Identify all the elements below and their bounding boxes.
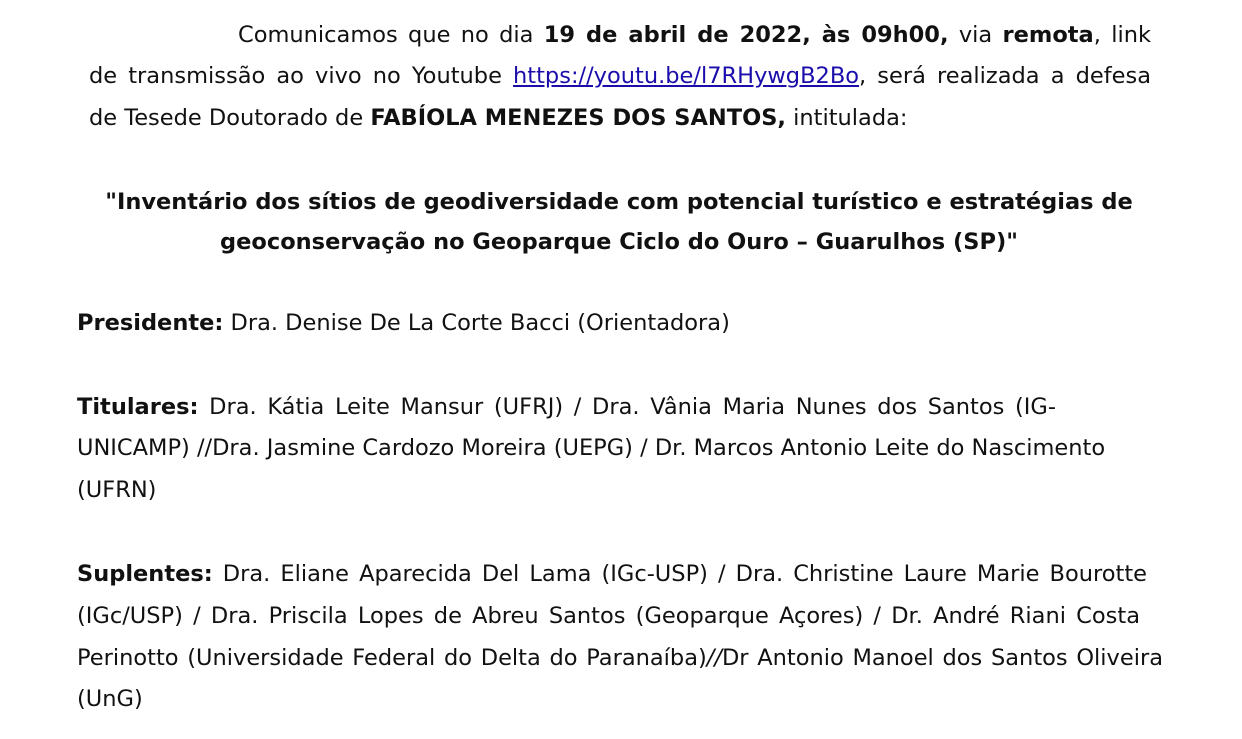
- presidente-label: Presidente:: [77, 310, 224, 336]
- suplentes-text: Dr Antonio Manoel dos Santos Oliveira: [721, 645, 1163, 671]
- suplentes-text: Perinotto (Universidade Federal do Delta do Paranaíba): [77, 645, 707, 671]
- titulares-label: Titulares:: [77, 394, 199, 420]
- titulares-line-3: [77, 475, 156, 505]
- intro-text: de transmissão ao vivo no Youtube: [89, 63, 514, 89]
- titulares-text: (UFRN): [77, 477, 157, 503]
- intro-text: via: [948, 22, 1003, 48]
- defense-mode: remota: [1002, 22, 1094, 48]
- suplentes-line-1: [77, 559, 1147, 589]
- thesis-title-line-2: [60, 227, 1178, 257]
- presidente-line: [77, 308, 730, 338]
- separator: //: [706, 645, 722, 671]
- intro-text: intitulada:: [785, 105, 908, 131]
- intro-text: de Tesede Doutorado de: [89, 105, 371, 131]
- titulares-text: UNICAMP) //Dra. Jasmine Cardozo Moreira (UEPG) / Dr. Marcos Antonio Leite do Nascimento: [77, 435, 1106, 461]
- suplentes-label: Suplentes:: [77, 561, 213, 587]
- thesis-title: geoconservação no Geoparque Ciclo do Ouro – Guarulhos (SP)": [220, 229, 1018, 255]
- titulares-line-2: [77, 433, 1105, 463]
- thesis-title-line-1: [60, 187, 1178, 217]
- thesis-title: "Inventário dos sítios de geodiversidade com potencial turístico e estratégias de: [105, 189, 1133, 215]
- youtube-link[interactable]: https://youtu.be/l7RHywgB2Bo: [513, 63, 860, 89]
- intro-line-1: [238, 20, 1151, 50]
- suplentes-text: (IGc/USP) / Dra. Priscila Lopes de Abreu Santos (Geoparque Açores) / Dr. André Riani Costa: [77, 603, 1140, 629]
- titulares-text: Dra. Kátia Leite Mansur (UFRJ) / Dra. Vânia Maria Nunes dos Santos (IG-: [198, 394, 1056, 420]
- suplentes-line-2: [77, 601, 1140, 631]
- suplentes-text: Dra. Eliane Aparecida Del Lama (IGc-USP) / Dra. Christine Laure Marie Bourotte: [212, 561, 1147, 587]
- intro-text: , será realizada a defesa: [859, 63, 1151, 89]
- intro-line-2: [89, 61, 1151, 91]
- suplentes-line-4: [77, 684, 143, 714]
- defense-date: 19 de abril de 2022, às 09h00,: [543, 22, 949, 48]
- suplentes-line-3: [77, 643, 1163, 673]
- intro-line-3: [89, 103, 908, 133]
- intro-text: Comunicamos que no dia: [238, 22, 544, 48]
- suplentes-text: (UnG): [77, 686, 143, 712]
- candidate-name: FABÍOLA MENEZES DOS SANTOS,: [370, 105, 786, 131]
- intro-text: , link: [1093, 22, 1151, 48]
- titulares-line-1: [77, 392, 1056, 422]
- presidente-text: Dra. Denise De La Corte Bacci (Orientadora): [223, 310, 730, 336]
